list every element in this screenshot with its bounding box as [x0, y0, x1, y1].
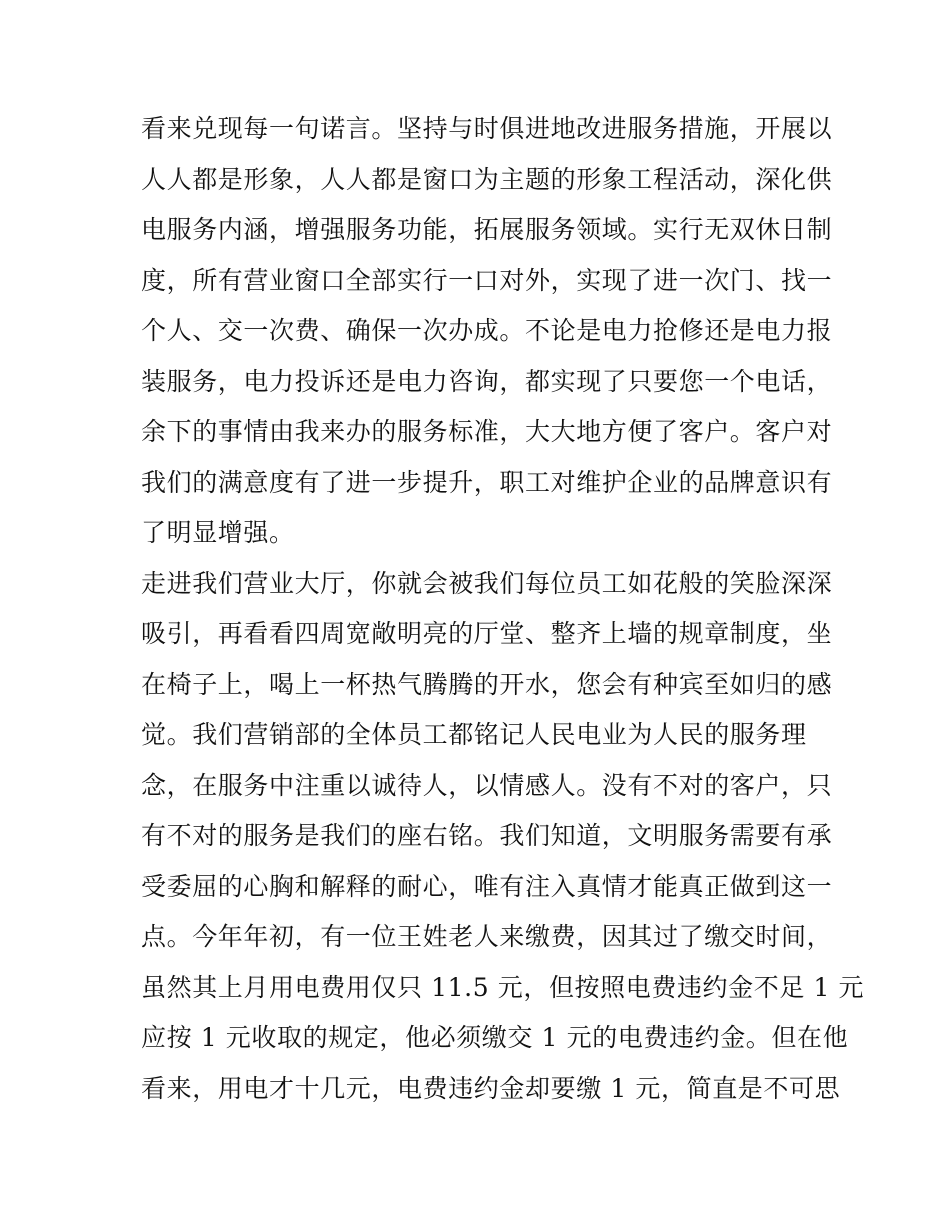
text-line: 走进我们营业大厅，你就会被我们每位员工如花般的笑脸深深: [141, 568, 833, 598]
text-line: 看来兑现每一句诺言。坚持与时俱进地改进服务措施，开展以: [141, 114, 833, 143]
text-line: 电服务内涵，增强服务功能，拓展服务领域。实行无双休日制: [141, 215, 833, 244]
body-text: [141, 104, 865, 1114]
text-line: 人人都是形象，人人都是窗口为主题的形象工程活动，深化供: [141, 164, 833, 194]
text-line: 余下的事情由我来办的服务标准，大大地方便了客户。客户对: [141, 417, 833, 446]
paragraph-1: [141, 104, 833, 559]
text-line: 觉。我们营销部的全体员工都铭记人民电业为人民的服务理: [141, 720, 807, 749]
text-line: 点。今年年初，有一位王姓老人来缴费，因其过了缴交时间，: [141, 922, 833, 951]
text-line: 吸引，再看看四周宽敞明亮的厅堂、整齐上墙的规章制度，坐: [141, 619, 833, 648]
text-line: 装服务，电力投诉还是电力咨询，都实现了只要您一个电话，: [141, 366, 833, 396]
text-line: 受委屈的心胸和解释的耐心，唯有注入真情才能真正做到这一: [141, 871, 833, 901]
text-line: 看来，用电才十几元，电费违约金却要缴 1 元，简直是不可思: [141, 1073, 841, 1103]
text-line: 虽然其上月用电费用仅只 11.5 元，但按照电费违约金不足 1 元: [141, 972, 865, 1002]
paragraph-2: [141, 559, 865, 1115]
text-line: 度，所有营业窗口全部实行一口对外，实现了进一次门、找一: [141, 265, 833, 295]
text-line: 念，在服务中注重以诚待人，以情感人。没有不对的客户，只: [141, 770, 833, 800]
text-line: 个人、交一次费、确保一次办成。不论是电力抢修还是电力报: [141, 316, 833, 345]
text-line: 我们的满意度有了进一步提升，职工对维护企业的品牌意识有: [141, 467, 833, 497]
text-line: 了明显增强。: [141, 518, 295, 547]
text-line: 有不对的服务是我们的座右铭。我们知道，文明服务需要有承: [141, 821, 833, 850]
text-line: 在椅子上，喝上一杯热气腾腾的开水，您会有种宾至如归的感: [141, 669, 833, 699]
text-line: 应按 1 元收取的规定，他必须缴交 1 元的电费违约金。但在他: [141, 1023, 849, 1052]
